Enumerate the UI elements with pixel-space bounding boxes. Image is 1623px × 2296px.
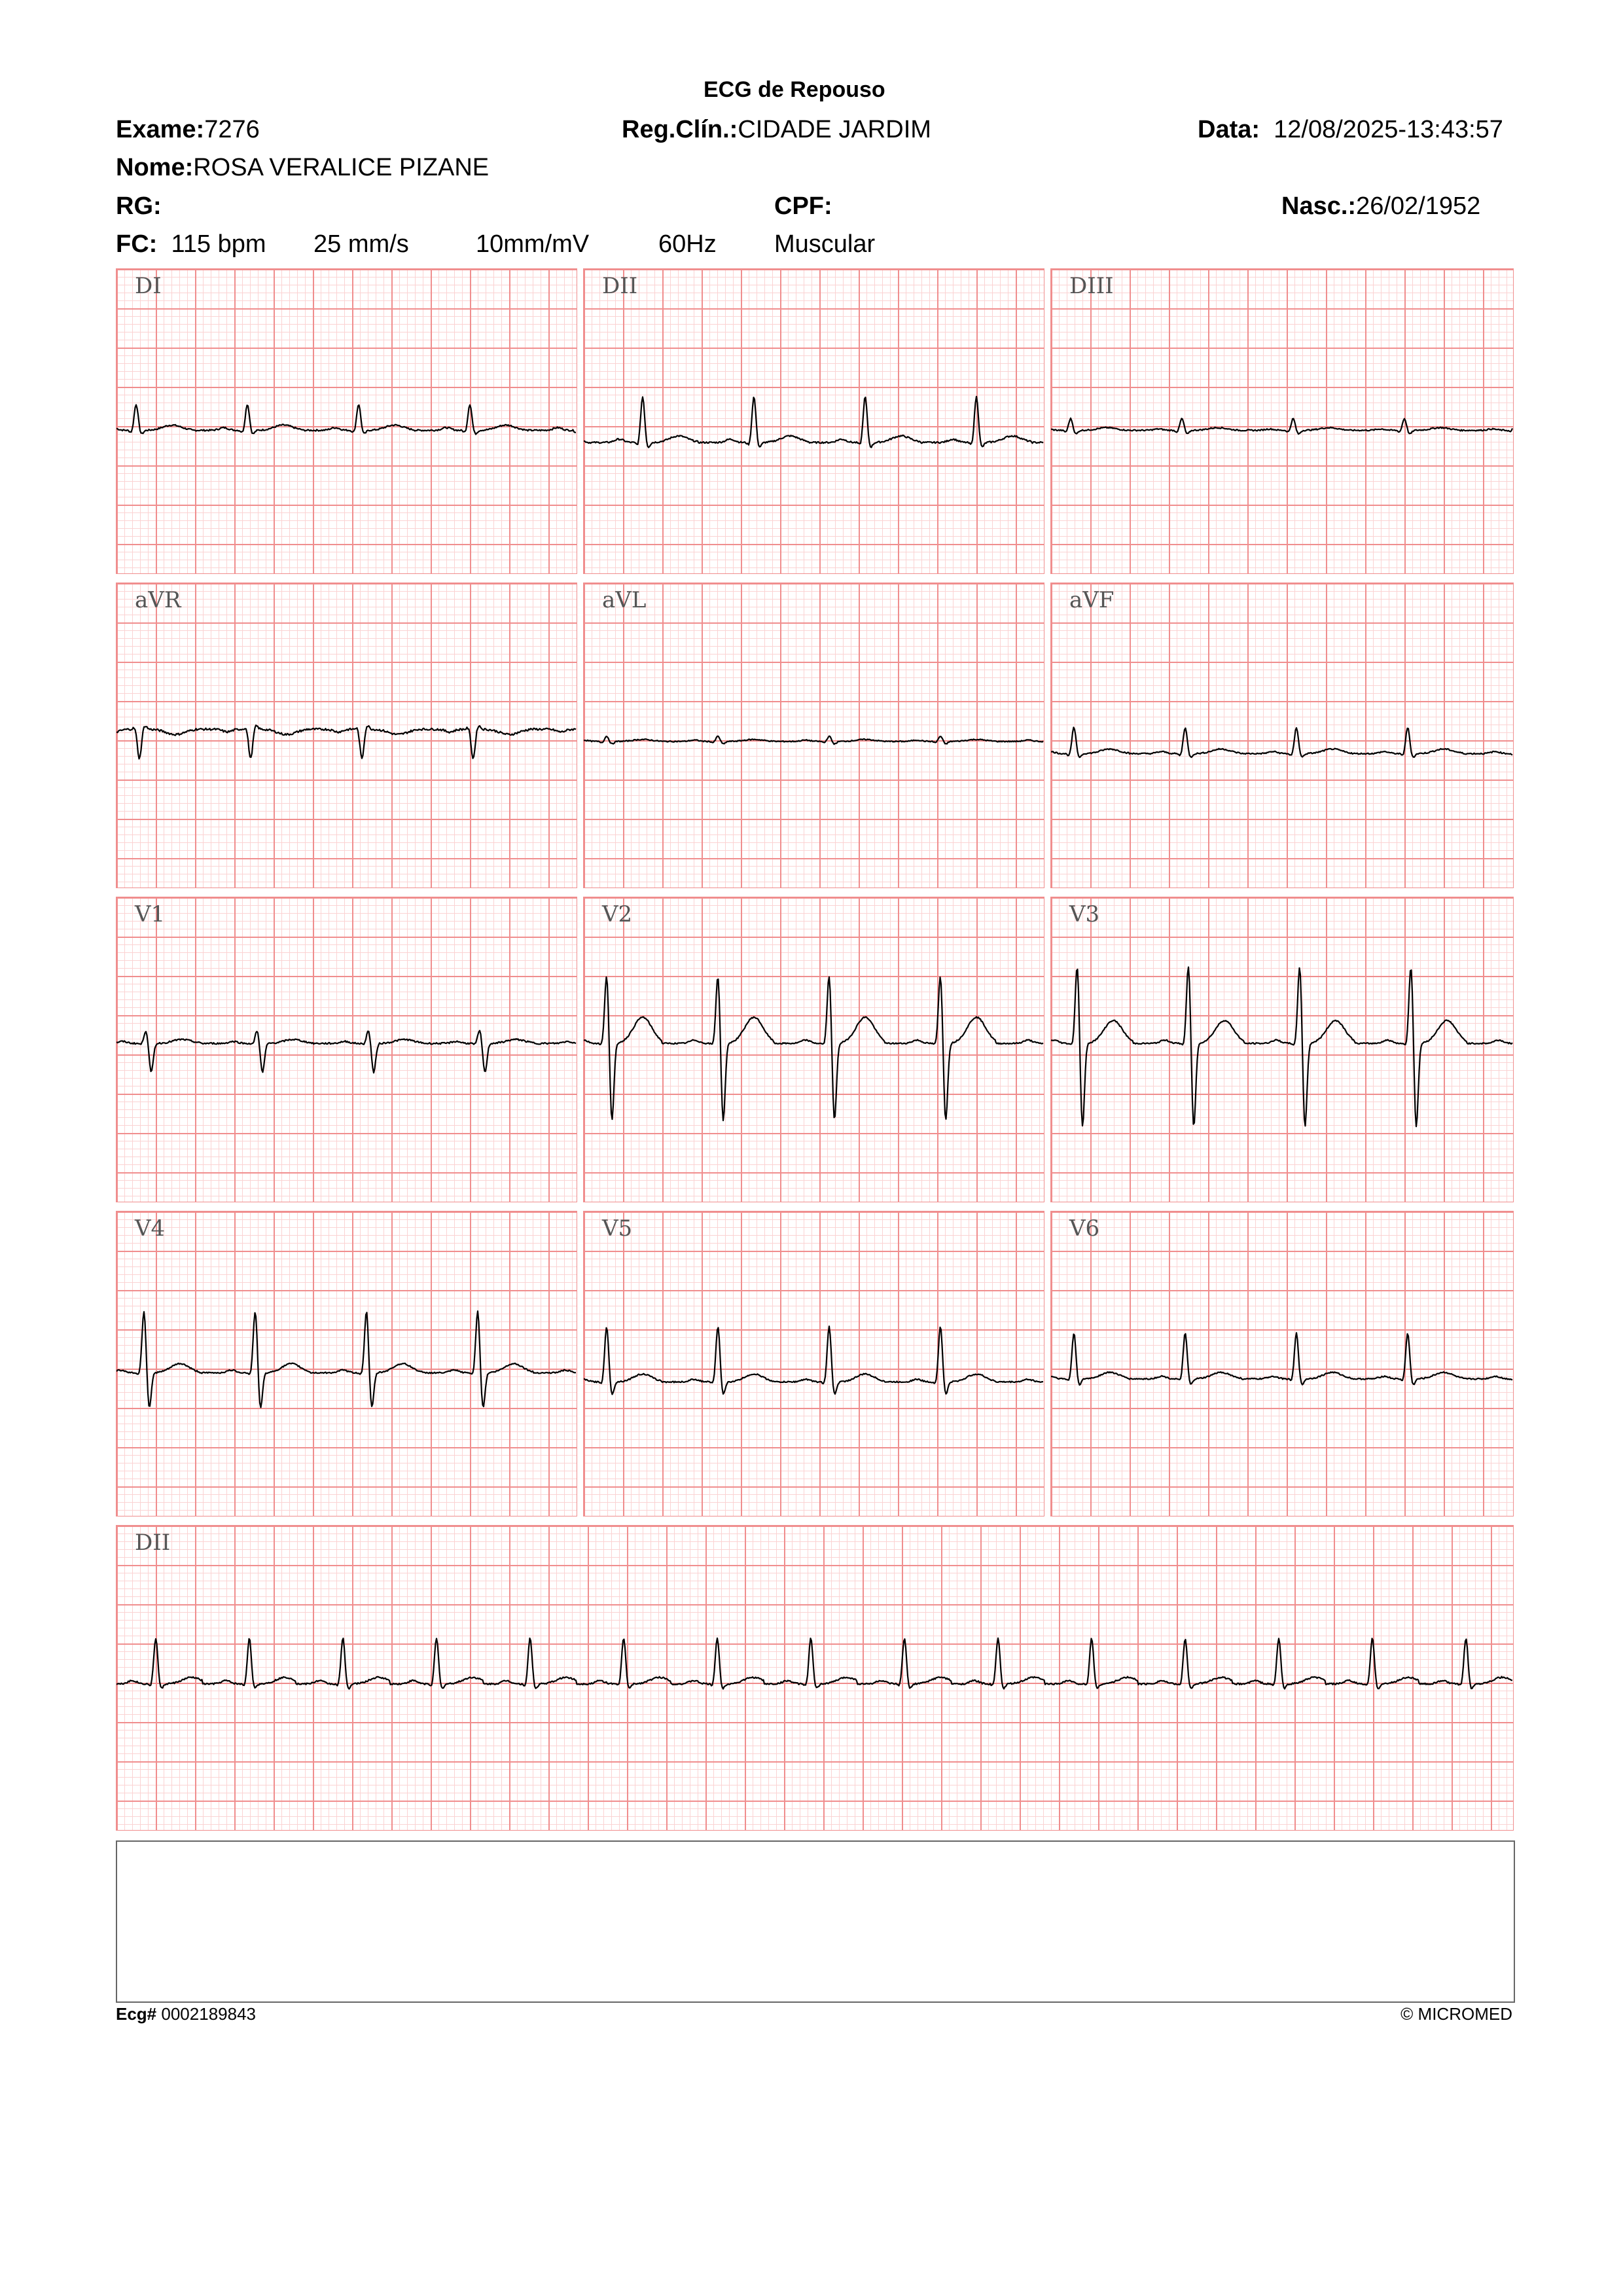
ecg-waveform xyxy=(584,977,1043,1121)
lead-label-diii: DIII xyxy=(1069,273,1114,299)
ecg-trace-avr xyxy=(116,583,577,888)
lead-label-di: DI xyxy=(135,273,162,299)
ecg-waveform xyxy=(116,725,576,759)
ecg-waveform xyxy=(116,1638,1512,1689)
lead-label-avl: aVL xyxy=(602,587,647,613)
notes-box xyxy=(116,1840,1515,2003)
ecg-panel-v3 xyxy=(1050,897,1514,1202)
data-label: Data: xyxy=(1198,116,1260,143)
ecg-trace-v2 xyxy=(584,897,1044,1202)
ecg-trace-rhythm-dii xyxy=(116,1526,1513,1830)
ecg-number xyxy=(116,2004,256,2024)
data-value: 12/08/2025-13:43:57 xyxy=(1274,116,1503,143)
exame-field xyxy=(116,115,260,144)
ecg-panel-v5 xyxy=(583,1211,1044,1516)
cpf-field xyxy=(774,192,832,221)
ecg-waveform xyxy=(1051,418,1512,434)
cpf-label: CPF: xyxy=(774,192,832,220)
lead-label-v1: V1 xyxy=(135,901,166,927)
fc-value: 115 bpm xyxy=(171,230,266,258)
lead-label-v2: V2 xyxy=(602,901,633,927)
lead-label-rhythm: DII xyxy=(135,1530,171,1556)
regclin-field xyxy=(622,115,931,144)
ecg-panel-v1 xyxy=(116,897,577,1202)
ecg-panel-v6 xyxy=(1050,1211,1514,1516)
filter-type-value: Muscular xyxy=(774,230,876,258)
copyright: © MICROMED xyxy=(1400,2004,1512,2024)
regclin-value: CIDADE JARDIM xyxy=(738,116,931,143)
ecg-waveform xyxy=(1051,1333,1512,1385)
lead-label-v5: V5 xyxy=(602,1215,633,1242)
lead-label-avr: aVR xyxy=(135,587,181,613)
ecg-trace-v6 xyxy=(1051,1211,1513,1516)
filter-hz-value: 60Hz xyxy=(658,230,717,258)
fc-field xyxy=(116,230,266,259)
lead-label-v4: V4 xyxy=(135,1215,166,1242)
ecg-waveform xyxy=(584,736,1043,745)
lead-label-v3: V3 xyxy=(1069,901,1100,927)
ecg-trace-dii xyxy=(584,269,1044,573)
ecg-waveform xyxy=(1051,967,1512,1127)
ecg-trace-diii xyxy=(1051,269,1513,573)
speed-value: 25 mm/s xyxy=(313,230,409,258)
lead-label-dii: DII xyxy=(602,273,638,299)
nome-value: ROSA VERALICE PIZANE xyxy=(193,154,490,181)
ecg-panel-avl xyxy=(583,583,1044,888)
ecg-trace-v5 xyxy=(584,1211,1044,1516)
ecg-waveform xyxy=(1051,727,1512,757)
lead-label-v6: V6 xyxy=(1069,1215,1100,1242)
ecg-waveform xyxy=(116,1311,576,1407)
ecg-waveform xyxy=(116,1031,576,1073)
gain-value: 10mm/mV xyxy=(476,230,590,258)
ecg-trace-v1 xyxy=(116,897,577,1202)
lead-label-avf: aVF xyxy=(1069,587,1115,613)
ecg-panel-v2 xyxy=(583,897,1044,1202)
ecg-panel-v4 xyxy=(116,1211,577,1516)
ecg-panel-di xyxy=(116,268,577,574)
nasc-value: 26/02/1952 xyxy=(1356,192,1481,220)
ecg-number-value: 0002189843 xyxy=(161,2004,256,2024)
ecg-trace-avf xyxy=(1051,583,1513,888)
nome-field xyxy=(116,153,489,182)
ecg-panel-diii xyxy=(1050,268,1514,574)
ecg-panel-dii xyxy=(583,268,1044,574)
ecg-panel-rhythm-dii xyxy=(116,1525,1514,1831)
data-field xyxy=(1198,115,1503,144)
ecg-number-label: Ecg# xyxy=(116,2004,157,2024)
ecg-panel-avf xyxy=(1050,583,1514,888)
ecg-trace-avl xyxy=(584,583,1044,888)
ecg-trace-di xyxy=(116,269,577,573)
exame-label: Exame: xyxy=(116,116,205,143)
rg-field xyxy=(116,192,162,221)
ecg-waveform xyxy=(584,1326,1043,1394)
ecg-panel-avr xyxy=(116,583,577,888)
report-title: ECG de Repouso xyxy=(704,77,885,102)
ecg-trace-v4 xyxy=(116,1211,577,1516)
nome-label: Nome: xyxy=(116,154,194,181)
ecg-trace-v3 xyxy=(1051,897,1513,1202)
ecg-waveform xyxy=(584,397,1043,448)
nasc-label: Nasc.: xyxy=(1281,192,1357,220)
ecg-waveform xyxy=(116,405,576,435)
regclin-label: Reg.Clín.: xyxy=(622,116,738,143)
exame-value: 7276 xyxy=(204,116,260,143)
fc-label: FC: xyxy=(116,230,158,258)
rg-label: RG: xyxy=(116,192,162,220)
nasc-field xyxy=(1281,192,1480,221)
